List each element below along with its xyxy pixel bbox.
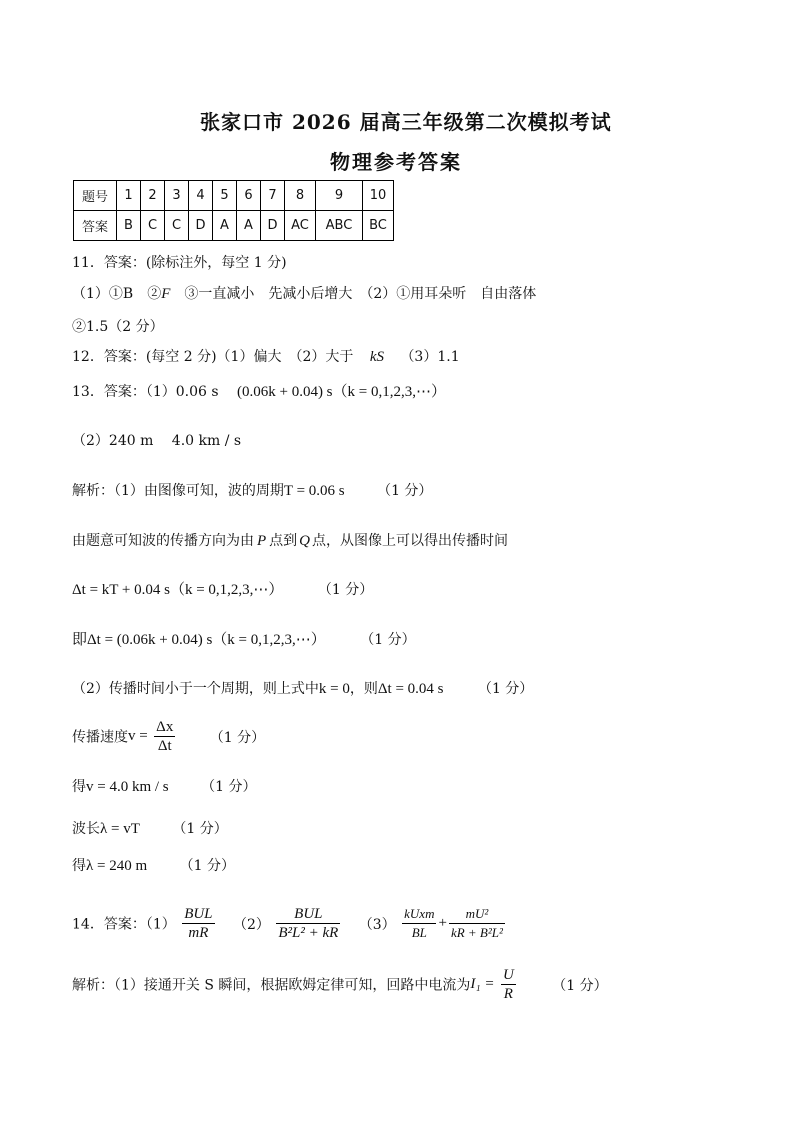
fraction-denominator: mR [188, 925, 209, 941]
solution-formula: Δt = 0.04 s [377, 681, 444, 697]
solution-formula: v = 4.0 km / s [86, 779, 169, 795]
table-cell: B [117, 211, 141, 241]
q13-solution-1 [72, 480, 432, 500]
table-header-cell: 答案 [74, 211, 117, 241]
q13-answer-1 [72, 380, 446, 401]
score-note: （1 分） [377, 483, 433, 499]
q14-fraction-2 [276, 905, 340, 942]
score-note: （1 分） [552, 977, 608, 994]
solution-text: 传播速度 [72, 729, 128, 746]
solution-text: 解析：（1）接通开关 S 瞬间，根据欧姆定律可知，回路中电流为 [72, 977, 471, 994]
q13-part1: 13．答案：（1）0.06 s [72, 384, 219, 400]
q13-formula: (0.06k + 0.04) s（k = 0,1,2,3,⋯） [236, 384, 446, 400]
solution-formula: T = 0.06 s [283, 483, 345, 499]
q11-header: 11．答案：(除标注外，每空 1 分) [72, 255, 287, 271]
table-cell: BC [363, 211, 394, 241]
score-note: （1 分） [360, 632, 416, 648]
table-row-answers [74, 211, 394, 241]
fraction-denominator: kR + B²L² [450, 925, 503, 940]
q14-fraction-3b [449, 905, 505, 942]
q13-solution-5 [72, 678, 533, 698]
solution-formula: k = 0 [318, 681, 350, 697]
score-note: （1 分） [179, 858, 235, 874]
table-cell: 3 [165, 181, 189, 211]
solution-text: 点，从图像上可以得出传播时间 [312, 533, 509, 549]
q11-line2 [72, 283, 536, 303]
solution-text: 点到 [269, 533, 298, 549]
fraction-numerator: U [502, 967, 514, 983]
table-header-cell: 题号 [74, 181, 117, 211]
fraction-numerator: BUL [276, 905, 340, 924]
var-p: P [257, 533, 267, 549]
q13-solution-7 [72, 776, 256, 796]
solution-formula: I₁ = [470, 976, 495, 992]
q11-part2: ③一直减小 先减小后增大 （2）①用耳朵听 自由落体 [170, 286, 537, 302]
q12-part2: （3）1.1 [400, 349, 460, 365]
table-cell: D [189, 211, 213, 241]
solution-text: 得 [72, 779, 86, 795]
table-cell: A [237, 211, 261, 241]
fraction-denominator: Δt [157, 738, 172, 754]
solution-text: 由题意可知波的传播方向为由 [72, 533, 254, 549]
table-cell: 2 [141, 181, 165, 211]
table-cell: 1 [117, 181, 141, 211]
table-cell: 4 [189, 181, 213, 211]
solution-formula: λ = vT [100, 821, 140, 837]
solution-formula: v = [128, 728, 148, 744]
table-cell: 10 [363, 181, 394, 211]
q14-label-2: （2） [232, 916, 270, 933]
solution-formula: λ = 240 m [86, 858, 148, 874]
q14-fraction-1 [182, 905, 214, 942]
page-title: 张家口市 2026 届高三年级第二次模拟考试 [200, 110, 612, 134]
fraction-numerator: mU² [449, 905, 505, 924]
q13-solution-2 [72, 530, 508, 550]
fraction-numerator: BUL [184, 906, 213, 922]
fraction-numerator: kUxm [402, 905, 436, 924]
table-cell: 9 [316, 181, 363, 211]
q11-line3: ②1.5（2 分） [72, 319, 164, 335]
q14-fraction-3a [402, 905, 436, 942]
q13-answer-2: （2）240 m 4.0 km / s [72, 433, 242, 449]
table-cell: C [165, 211, 189, 241]
velocity-fraction [154, 718, 175, 755]
q14-solution-1 [72, 966, 608, 1003]
fraction-numerator: Δx [156, 719, 174, 735]
fraction-denominator: R [503, 986, 513, 1002]
var-q: Q [299, 533, 311, 549]
score-note: （1 分） [209, 729, 266, 746]
table-cell: D [261, 211, 285, 241]
page-subtitle: 物理参考答案 [330, 150, 462, 174]
current-fraction [501, 966, 516, 1003]
q13-solution-3 [72, 578, 373, 599]
solution-formula: Δt = kT + 0.04 s（k = 0,1,2,3,⋯） [72, 582, 284, 598]
table-cell: 8 [285, 181, 316, 211]
table-cell: 5 [213, 181, 237, 211]
table-cell: C [141, 211, 165, 241]
q12-line [72, 346, 460, 366]
q14-label-3: （3） [358, 916, 396, 933]
q13-solution-8 [72, 818, 228, 838]
table-row-numbers [74, 181, 394, 211]
q13-solution-6 [72, 718, 265, 755]
q14-answer [72, 905, 507, 942]
table-cell: ABC [316, 211, 363, 241]
solution-text: （2）传播时间小于一个周期，则上式中 [72, 681, 319, 697]
score-note: （1 分） [172, 821, 228, 837]
fraction-denominator: B²L² + kR [278, 925, 339, 941]
plus-sign: + [438, 915, 447, 931]
q13-solution-9 [72, 855, 235, 875]
q11-part1: （1）①B ② [72, 286, 162, 302]
q12-part1: 12．答案：(每空 2 分)（1）偏大 （2）大于 [72, 349, 354, 365]
fraction-denominator: BL [411, 925, 427, 940]
answer-table [73, 180, 394, 241]
solution-text: 得 [72, 858, 86, 874]
score-note: （1 分） [317, 582, 374, 598]
score-note: （1 分） [477, 681, 534, 697]
solution-text: 波长 [72, 821, 100, 837]
solution-text: ，则 [349, 681, 378, 697]
q14-label: 14．答案：（1） [72, 916, 176, 933]
q12-var-ks: kS [369, 349, 384, 365]
table-cell: 7 [261, 181, 285, 211]
q11-var-f: F [161, 286, 171, 302]
table-cell: A [213, 211, 237, 241]
solution-formula: 即Δt = (0.06k + 0.04) s（k = 0,1,2,3,⋯） [72, 632, 326, 648]
table-cell: AC [285, 211, 316, 241]
q13-solution-4 [72, 628, 416, 649]
score-note: （1 分） [201, 779, 257, 795]
table-cell: 6 [237, 181, 261, 211]
solution-text: 解析：（1）由图像可知，波的周期 [72, 483, 284, 499]
